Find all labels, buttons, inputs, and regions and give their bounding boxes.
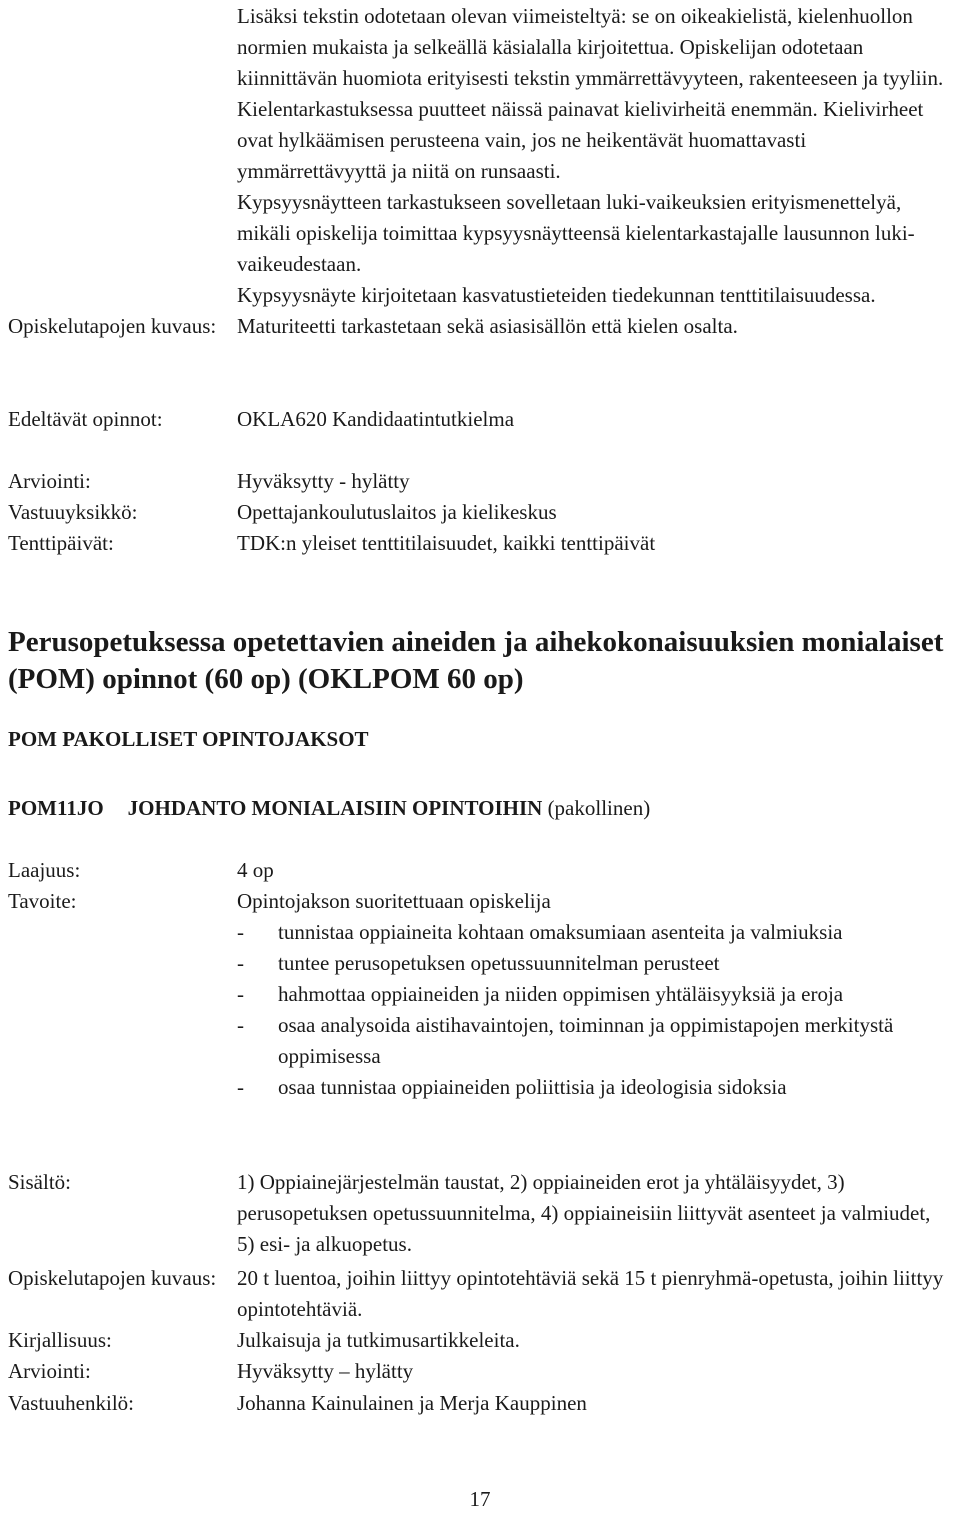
course-heading	[8, 793, 650, 824]
course-title: JOHDANTO MONIALAISIIN OPINTOIHIN	[127, 796, 543, 820]
sisalto-label: Sisältö:	[8, 1170, 72, 1194]
edeltavat-label: Edeltävät opinnot:	[8, 407, 163, 431]
list-item: - osaa analysoida aistihavaintojen, toiminnan ja oppimistapojen merkitystä oppimisessa	[237, 1010, 952, 1072]
kirjallisuus-label: Kirjallisuus:	[8, 1328, 112, 1352]
continued-description	[237, 1, 952, 342]
opiskelutapojen-value: Kypsyysnäyte kirjoitetaan kasvatustieteiden tiedekunnan tenttitilaisuudessa. Maturiteetti tarkastetaan sekä asiasisällön että kielen osalta.	[237, 283, 876, 338]
vastuuhenkilo-value: Johanna Kainulainen ja Merja Kauppinen	[237, 1391, 587, 1415]
edeltavat-value: OKLA620 Kandidaatintutkielma	[237, 407, 515, 431]
course-arviointi-label: Arviointi:	[8, 1359, 91, 1383]
tavoite-block	[237, 886, 952, 1103]
course-tag: (pakollinen)	[547, 796, 651, 820]
sisalto-value: 1) Oppiainejärjestelmän taustat, 2) oppiaineiden erot ja yhtäläisyydet, 3) perusopetuksen opetussuunnitelma, 4) oppiaineisiin liittyvät asenteet ja valmiudet, 5) esi- ja alkuopetus.	[237, 1170, 931, 1256]
kirjallisuus-value: Julkaisuja ja tutkimusartikkeleita.	[237, 1328, 520, 1352]
page-number: 17	[469, 1487, 491, 1511]
list-item: - tuntee perusopetuksen opetussuunnitelman perusteet	[237, 948, 952, 979]
course-opiskelutapojen-label: Opiskelutapojen kuvaus:	[8, 1266, 217, 1290]
vastuuhenkilo-label: Vastuuhenkilö:	[8, 1391, 134, 1415]
course-arviointi-value: Hyväksytty – hylätty	[237, 1359, 414, 1383]
list-item: - osaa tunnistaa oppiaineiden poliittisia ja ideologisia sidoksia	[237, 1072, 952, 1103]
arviointi-value: Hyväksytty - hylätty	[237, 469, 410, 493]
description-paragraph-1: Lisäksi tekstin odotetaan olevan viimeisteltyä: se on oikeakielistä, kielenhuollon normien mukaista ja selkeällä käsialalla kirjoitettua. Opiskelijan odotetaan kiinnittävän huomiota erityisesti tekstin ymmärrettävyyteen, rakenteeseen ja tyyliin. Kielentarkastuksessa puutteet näissä painavat kielivirheitä enemmän. Kielivirheet ovat hylkäämisen perusteena vain, jos ne heikentävät huomattavasti ymmärrettävyyttä ja niitä on runsaasti.	[237, 4, 944, 183]
laajuus-value: 4 op	[237, 858, 274, 882]
vastuuyksikko-label: Vastuuyksikkö:	[8, 500, 138, 524]
laajuus-label: Laajuus:	[8, 858, 81, 882]
description-paragraph-2: Kypsyysnäytteen tarkastukseen sovelletaan luki-vaikeuksien erityismenettelyä, mikäli opiskelija toimittaa kypsyysnäytteensä kielentarkastajalle lausunnon luki-vaikeudestaan.	[237, 190, 915, 276]
list-item: - tunnistaa oppiaineita kohtaan omaksumiaan asenteita ja valmiuksia	[237, 917, 952, 948]
opiskelutapojen-label: Opiskelutapojen kuvaus:	[8, 314, 217, 338]
list-item: - hahmottaa oppiaineiden ja niiden oppimisen yhtäläisyyksiä ja eroja	[237, 979, 952, 1010]
course-code: POM11JO	[8, 796, 104, 820]
tenttipaivat-label: Tenttipäivät:	[8, 531, 114, 555]
section-heading: Perusopetuksessa opetettavien aineiden ja aihekokonaisuuksien monialaiset (POM) opinnot (60 op) (OKLPOM 60 op)	[8, 626, 944, 695]
arviointi-label: Arviointi:	[8, 469, 91, 493]
tavoite-intro: Opintojakson suoritettuaan opiskelija	[237, 889, 551, 913]
tavoite-label: Tavoite:	[8, 889, 77, 913]
vastuuyksikko-value: Opettajankoulutuslaitos ja kielikeskus	[237, 500, 557, 524]
tenttipaivat-value: TDK:n yleiset tenttitilaisuudet, kaikki tenttipäivät	[237, 531, 656, 555]
subheading: POM PAKOLLISET OPINTOJAKSOT	[8, 727, 369, 751]
course-opiskelutapojen-value: 20 t luentoa, joihin liittyy opintotehtäviä sekä 15 t pienryhmä-opetusta, joihin liittyy opintotehtäviä.	[237, 1266, 944, 1321]
tavoite-list	[237, 917, 952, 1103]
